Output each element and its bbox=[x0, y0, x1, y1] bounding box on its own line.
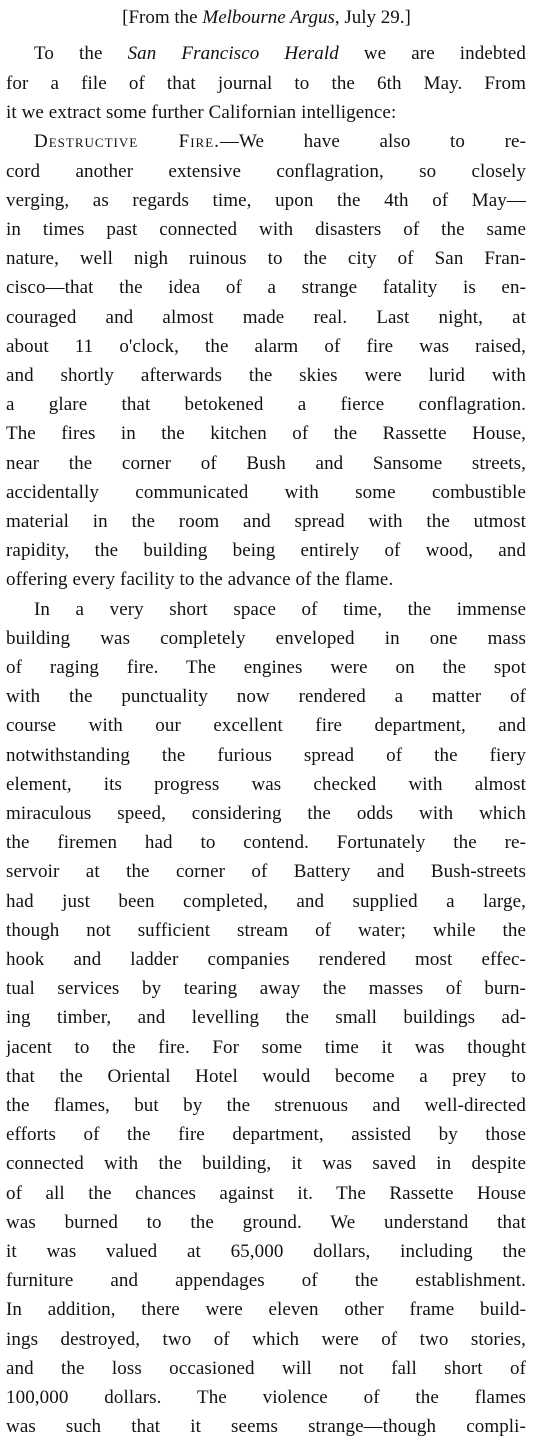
intro-suffix: we are indebted bbox=[338, 43, 526, 64]
intro-prefix: To the bbox=[34, 43, 128, 64]
article-heading: Destructive Fire. bbox=[34, 131, 220, 152]
text-line: material in the room and spread with the utmost bbox=[6, 510, 526, 532]
text-line: efforts of the fire department, assisted by those bbox=[6, 1124, 526, 1146]
text-line: hook and ladder companies rendered most effec- bbox=[6, 948, 526, 970]
text-line: the firemen had to contend. Fortunately the re- bbox=[6, 832, 526, 854]
intro-paper-name: San Francisco Herald bbox=[127, 43, 339, 64]
text-line: that the Oriental Hotel would become a prey to bbox=[6, 1065, 526, 1087]
text-line: was burned to the ground. We understand that bbox=[6, 1211, 526, 1233]
text-line: was such that it seems strange—though compli- bbox=[6, 1416, 526, 1438]
dateline-suffix: , July 29.] bbox=[334, 7, 411, 28]
text-line: In addition, there were eleven other frame build- bbox=[6, 1299, 526, 1321]
text-line: rapidity, the building being entirely of wood, and bbox=[6, 540, 526, 562]
text-line: couraged and almost made real. Last night, at bbox=[6, 306, 526, 328]
text-line: The fires in the kitchen of the Rassette House, bbox=[6, 423, 526, 445]
text-line: of all the chances against it. The Rassette House bbox=[6, 1182, 526, 1204]
text-line: 100,000 dollars. The violence of the flames bbox=[6, 1386, 526, 1408]
article-heading-line bbox=[34, 126, 526, 158]
text-line: it was valued at 65,000 dollars, including the bbox=[6, 1240, 526, 1262]
text-line: furniture and appendages of the establishment. bbox=[6, 1270, 526, 1292]
text-line: servoir at the corner of Battery and Bush-streets bbox=[6, 861, 526, 883]
text-line: verging, as regards time, upon the 4th of May— bbox=[6, 189, 526, 211]
text-line: in times past connected with disasters of the same bbox=[6, 218, 526, 240]
dateline-prefix: [From the bbox=[122, 7, 203, 28]
text-line: course with our excellent fire department, and bbox=[6, 715, 526, 737]
text-line: with the punctuality now rendered a matter of bbox=[6, 686, 526, 708]
text-line: connected with the building, it was saved in despite bbox=[6, 1153, 526, 1175]
text-line: though not sufficient stream of water; while the bbox=[6, 919, 526, 941]
text-line: cord another extensive conflagration, so closely bbox=[6, 160, 526, 182]
text-line: near the corner of Bush and Sansome streets, bbox=[6, 452, 526, 474]
text-line: ings destroyed, two of which were of two stories, bbox=[6, 1328, 526, 1350]
text-line: and the loss occasioned will not fall short of bbox=[6, 1357, 526, 1379]
text-line: jacent to the fire. For some time it was thought bbox=[6, 1036, 526, 1058]
text-line: and shortly afterwards the skies were lurid with bbox=[6, 364, 526, 386]
text-line: the flames, but by the strenuous and well-directed bbox=[6, 1094, 526, 1116]
text-line: a glare that betokened a fierce conflagration. bbox=[6, 394, 526, 416]
dateline bbox=[0, 2, 533, 34]
text-line: of raging fire. The engines were on the spot bbox=[6, 656, 526, 678]
text-line: nature, well nigh ruinous to the city of San Fran- bbox=[6, 248, 526, 270]
text-line: had just been completed, and supplied a large, bbox=[6, 890, 526, 912]
text-line: about 11 o'clock, the alarm of fire was raised, bbox=[6, 335, 526, 357]
text-line: notwithstanding the furious spread of the fiery bbox=[6, 744, 526, 766]
text-line: element, its progress was checked with almost bbox=[6, 773, 526, 795]
text-line: cisco—that the idea of a strange fatality is en- bbox=[6, 277, 526, 299]
article-heading-tail: —We have also to re- bbox=[219, 131, 526, 152]
text-line: building was completely enveloped in one mass bbox=[6, 627, 526, 649]
intro-line: for a file of that journal to the 6th May. From bbox=[6, 73, 526, 94]
text-line: miraculous speed, considering the odds with which bbox=[6, 802, 526, 824]
text-line: tual services by tearing away the masses of burn- bbox=[6, 978, 526, 1000]
text-line: accidentally communicated with some combustible bbox=[6, 481, 526, 503]
text-line: ing timber, and levelling the small buildings ad- bbox=[6, 1007, 526, 1029]
text-line: offering every facility to the advance of the flame. bbox=[6, 569, 394, 591]
intro-line: it we extract some further Californian intelligence: bbox=[6, 102, 397, 123]
paragraph-2-first-line: In a very short space of time, the immense bbox=[34, 599, 526, 620]
dateline-paper-name: Melbourne Argus bbox=[202, 7, 335, 28]
intro-line bbox=[34, 38, 526, 70]
